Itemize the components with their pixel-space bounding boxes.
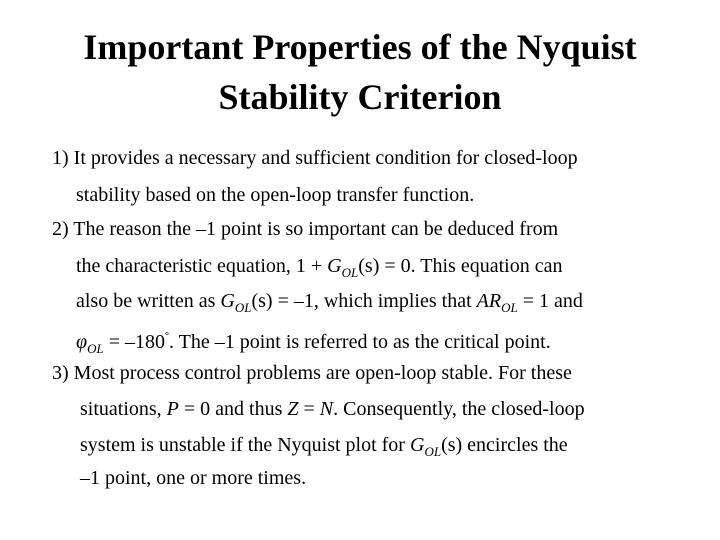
math-subscript: OL [424,444,442,459]
text: = 1 and [517,290,583,312]
math-subscript: OL [501,300,518,315]
text: system is unstable if the Nyquist plot for [80,434,410,456]
item-1-line-1: 1) It provides a necessary and sufficient condition for closed-loop [52,147,578,169]
title-line-2: Stability Criterion [218,77,502,117]
math-ar: AR [476,290,502,312]
text: (s) = 0. This equation can [358,255,563,277]
math-subscript: OL [234,300,252,315]
item-2-line-2 [76,254,562,285]
text: the characteristic equation, 1 + [76,255,328,277]
title-line-1: Important Properties of the Nyquist [83,27,637,67]
text: (s) = –1, which implies that [251,290,477,312]
math-g: G [220,290,235,312]
item-3-line-3 [80,433,568,464]
text: = 0 and thus [178,398,288,420]
text: = –180 [103,331,165,353]
math-phi: φ [76,331,88,353]
slide-title [0,22,720,122]
text: also be written as [76,290,221,312]
text: . The –1 point is referred to as the critical point. [168,331,551,353]
math-g: G [327,255,342,277]
degree-symbol: ° [164,331,169,342]
item-3-line-1: 3) Most process control problems are open-loop stable. For these [52,362,572,384]
item-3-line-4: –1 point, one or more times. [80,467,307,489]
text: = [298,398,320,420]
math-n: N [319,398,334,420]
item-2-line-1: 2) The reason the –1 point is so important can be deduced from [52,218,559,240]
math-g: G [409,434,425,456]
math-subscript: OL [87,341,104,356]
math-z: Z [287,398,299,420]
text: situations, [80,398,167,420]
item-1-line-2: stability based on the open-loop transfer function. [76,184,475,206]
text: (s) encircles the [441,434,568,456]
item-2-line-3 [76,289,583,320]
item-2-line-4 [76,325,551,361]
text: . Consequently, the closed-loop [333,398,585,420]
item-3-line-2 [80,397,585,421]
math-p: P [166,398,179,420]
math-subscript: OL [341,265,359,280]
